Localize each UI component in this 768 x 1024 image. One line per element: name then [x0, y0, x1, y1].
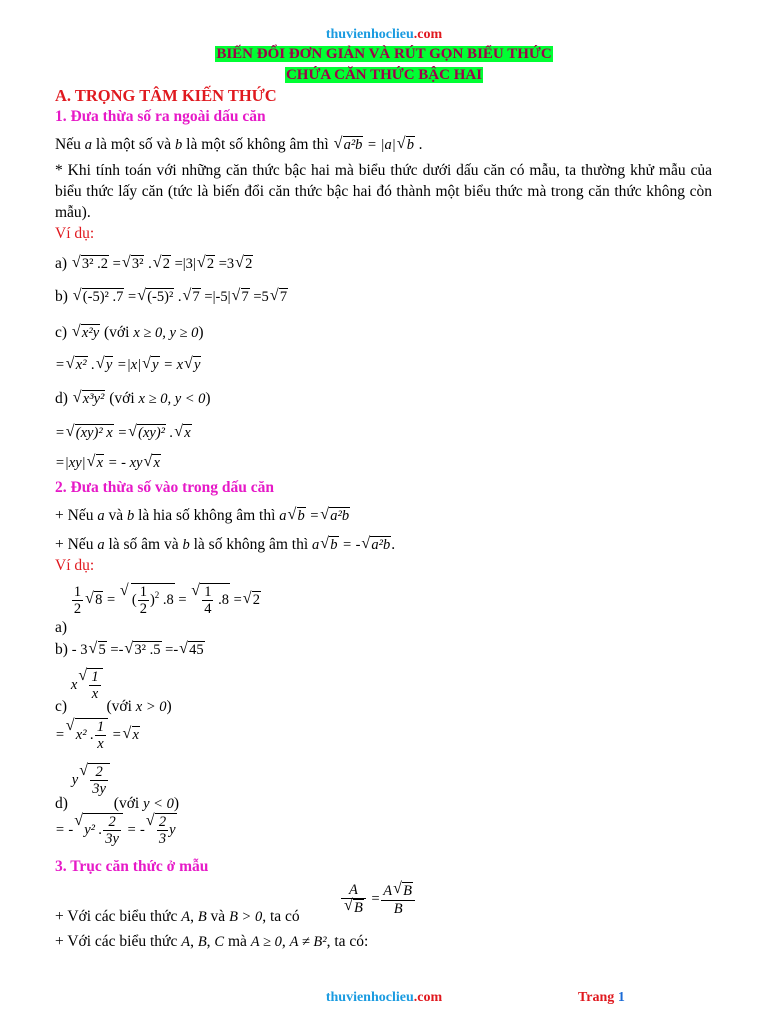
example-d-step: =√ (xy)² x =√ (xy)² .√ x [55, 424, 192, 442]
page-number: Trang 1 [578, 990, 625, 1005]
rule-mid2: là một số không âm thì [186, 136, 329, 153]
example-2d: d) y √ $\frac{2}{3y}$ (với y < 0) [55, 763, 179, 797]
example-label-1: Ví dụ: [55, 225, 95, 242]
section-3-line-2: + Với các biểu thức A, B, C mà A ≥ 0, A ≠ B², ta có: [55, 933, 369, 950]
note-paragraph: * Khi tính toán với những căn thức bậc hai mà biểu thức dưới dấu căn có mẫu, ta thường khử mẫu của biểu thức lấy căn (tức là biến đổi căn thức bậc hai đó thành một biểu thức mà trong căn thức không còn mẫu). [55, 162, 712, 221]
title-text-2: CHỨA CĂN THỨC BẬC HAI [285, 67, 483, 83]
section-3-line-1: + Với các biểu thức A, B và B > 0, ta có [55, 908, 300, 925]
sqrt: √ b [397, 136, 415, 154]
section-2-line-1: + Nếu a và b là hia số không âm thì a√ b =√ a²b [55, 507, 350, 525]
example-a: a) √ 3² .2 =√ 3² .√ 2 =|3|√ 2 =3√ 2 [55, 255, 253, 273]
site-name-part: thuvienhoclieu [325, 27, 414, 42]
header-site [0, 27, 768, 43]
example-label-2: Ví dụ: [55, 557, 95, 574]
math-a: a [84, 137, 92, 153]
section-3-heading: 3. Trục căn thức ở mẫu [55, 858, 209, 875]
section-2-line-2: + Nếu a là số âm và b là số không âm thì a√ b = -√ a²b. [55, 536, 395, 554]
title-text-1: BIẾN ĐỔI ĐƠN GIẢN VÀ RÚT GỌN BIỂU THỨC [216, 46, 552, 62]
example-2d-result: = -√ y² . $\frac{2}{3y}$ = - √ $\frac{2}{3}$ y [55, 813, 177, 847]
section-1-heading: 1. Đưa thừa số ra ngoài dấu căn [55, 108, 266, 125]
rule-line: Nếu a là một số và b là một số không âm thì √ a²b = |a|√ b . [55, 136, 422, 154]
example-d-result: =|xy|√ x = - xy√ x [55, 454, 161, 472]
example-2a: a) $\frac{1}{2}$ √ 8 = √ ( $\frac{1}{2}$ )$^2$ .8 = √ $\frac{1}{4}$ .8 =√ 2 [55, 583, 261, 617]
title-line-2 [0, 66, 768, 84]
example-c: c) √ x²y (với x ≥ 0, y ≥ 0) [55, 324, 204, 342]
eq: = [367, 137, 377, 153]
abs-a: |a| [380, 137, 396, 153]
title-line-1 [0, 45, 768, 63]
rule-mid1: là một số và [95, 136, 172, 153]
math-b: b [175, 137, 183, 153]
example-d: d) √ x³y² (với x ≥ 0, y < 0) [55, 390, 211, 408]
section-a-heading: A. TRỌNG TÂM KIẾN THỨC [55, 86, 277, 105]
site-domain-part: .com [413, 27, 443, 42]
sqrt: √ a²b [334, 136, 364, 154]
rule-prefix: Nếu [55, 136, 81, 153]
example-2c-result: =√ x² . $\frac{1}{x}$ =√ x [55, 718, 140, 752]
footer-site: thuvienhoclieu.com [325, 990, 443, 1005]
section-3-formula: A √ B = $\frac{A√ B}{B}$ [340, 882, 416, 917]
example-b: b) √ (-5)² .7 =√ (-5)² .√ 7 =|-5|√ 7 =5√ 7 [55, 288, 288, 306]
example-c-result: =√ x² .√ y =|x|√ y = x√ y [55, 356, 201, 374]
section-2-heading: 2. Đưa thừa số vào trong dấu căn [55, 479, 274, 496]
example-2c: c) x √ $\frac{1}{x}$ (với x > 0) [55, 668, 172, 702]
example-2b: b) - 3√ 5 =-√ 3² .5 =-√ 45 [55, 641, 205, 659]
